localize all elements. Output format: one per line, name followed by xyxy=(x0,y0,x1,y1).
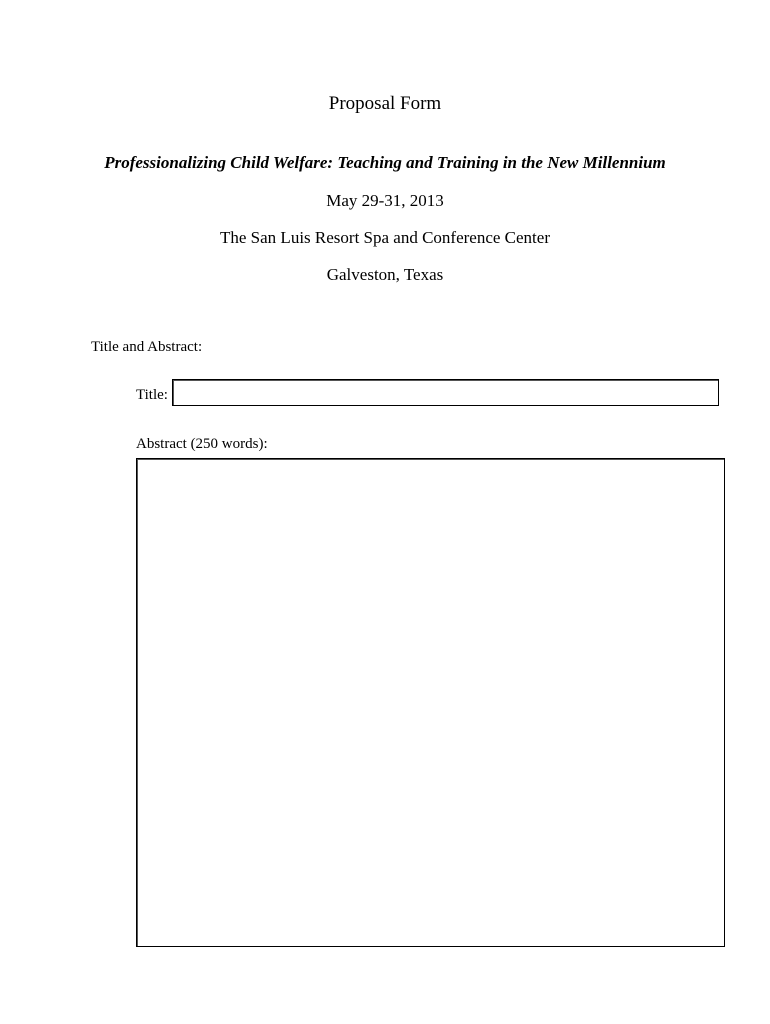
event-location: Galveston, Texas xyxy=(326,265,444,284)
abstract-textarea[interactable] xyxy=(136,458,725,947)
event-date: May 29-31, 2013 xyxy=(326,191,444,210)
title-input[interactable] xyxy=(172,379,719,406)
event-venue: The San Luis Resort Spa and Conference Center xyxy=(220,228,550,247)
form-title: Proposal Form xyxy=(328,93,442,114)
abstract-field-label: Abstract (250 words): xyxy=(136,436,268,452)
title-field-label: Title: xyxy=(136,387,168,403)
event-title: Professionalizing Child Welfare: Teaching and Training in the New Millennium xyxy=(104,153,666,172)
section-label-title-abstract: Title and Abstract: xyxy=(91,339,203,355)
